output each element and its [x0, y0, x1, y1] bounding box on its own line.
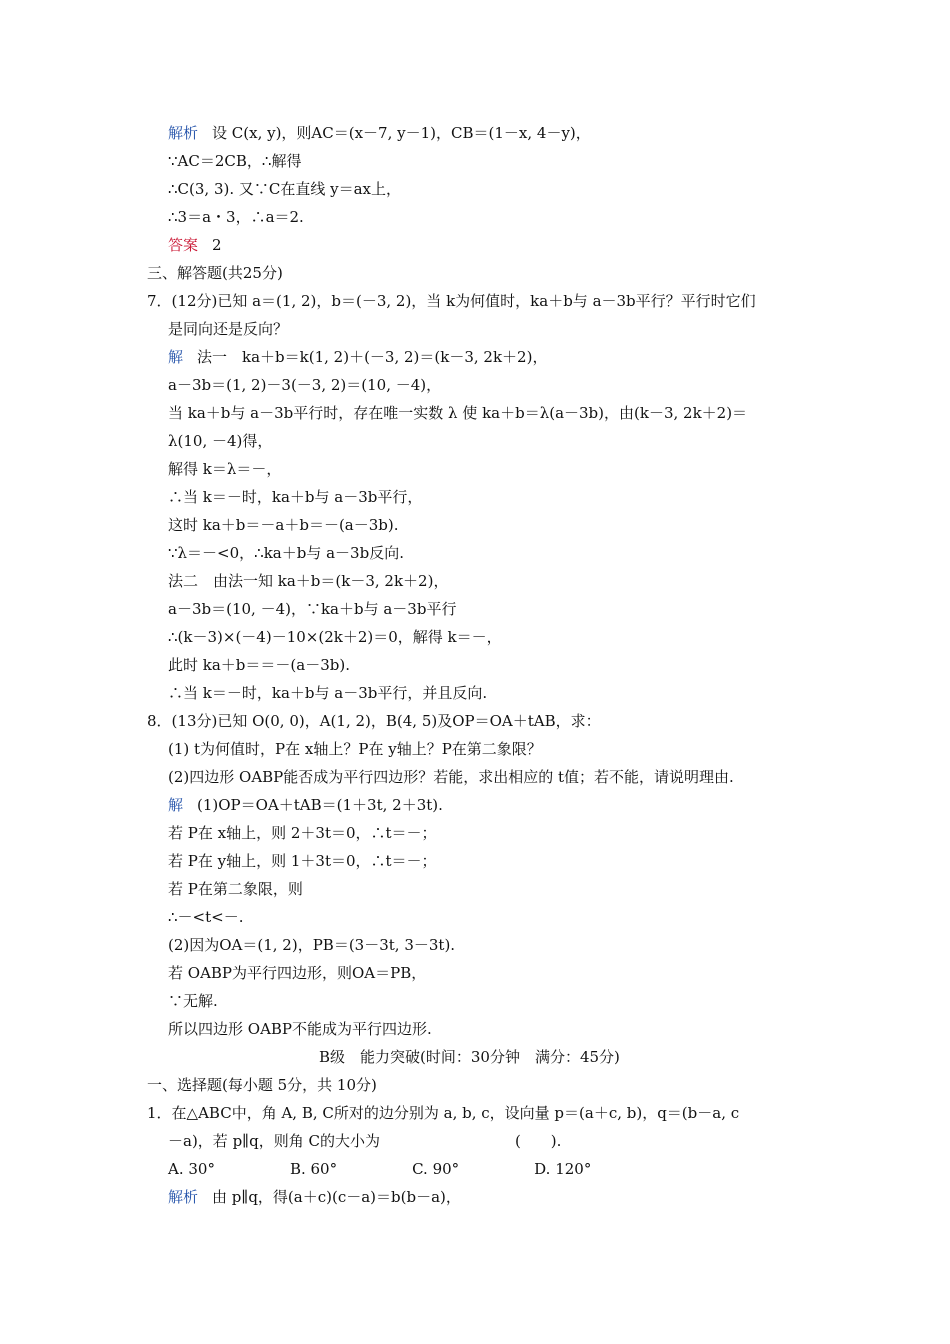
- text-line: (2)因为OA＝(1, 2)，PB＝(3－3t, 3－3t).: [168, 936, 456, 954]
- section-heading: 三、解答题(共25分): [147, 264, 283, 282]
- text-line: ∴C(3, 3). 又∵C在直线 y＝ax上，: [168, 180, 402, 198]
- answer-label: 答案: [168, 236, 199, 254]
- problem-statement: 1．在△ABC中，角 A, B, C所对的边分别为 a, b, c，设向量 p＝(a＋c, b)，q＝(b－a, c: [147, 1104, 740, 1122]
- answer-options: A. 30° B. 60° C. 90° D. 120°: [168, 1160, 592, 1178]
- text-line: ∵AC＝2CB，∴解得: [168, 152, 302, 170]
- text-line: 若 P在 y轴上，则 1＋3t＝0，∴t＝－；: [168, 852, 437, 870]
- answer-value: 2: [212, 236, 222, 254]
- line-text: 由 p∥q，得(a＋c)(c－a)＝b(b－a)，: [212, 1188, 461, 1206]
- text-line: [168, 795, 443, 815]
- text-line: 解得 k＝λ＝－，: [168, 460, 282, 478]
- text-line: 法二 由法一知 ka＋b＝(k－3, 2k＋2)，: [168, 572, 449, 590]
- text-line: 这时 ka＋b＝－a＋b＝－(a－3b).: [168, 516, 399, 534]
- solution-label: 解: [168, 796, 184, 814]
- text-line: a－3b＝(1, 2)－3(－3, 2)＝(10, －4)，: [168, 376, 442, 394]
- text-line: 此时 ka＋b＝＝－(a－3b).: [168, 656, 350, 674]
- text-line: a－3b＝(10, －4)，∵ka＋b与 a－3b平行: [168, 600, 457, 618]
- text-line: [168, 235, 222, 255]
- text-line: [168, 1187, 461, 1207]
- text-line: 若 OABP为平行四边形，则OA＝PB，: [168, 964, 427, 982]
- text-line: ∴当 k＝－时，ka＋b与 a－3b平行，并且反向.: [168, 684, 488, 702]
- problem-statement: －a)，若 p∥q，则角 C的大小为 ( ).: [168, 1132, 562, 1150]
- text-line: 若 P在 x轴上，则 2＋3t＝0，∴t＝－；: [168, 824, 437, 842]
- text-line: 所以四边形 OABP不能成为平行四边形.: [168, 1020, 432, 1038]
- problem-statement: 7．(12分)已知 a＝(1, 2)，b＝(－3, 2)，当 k为何值时，ka＋b与 a－3b平行？平行时它们: [147, 292, 756, 310]
- analysis-label: 解析: [168, 124, 199, 142]
- text-line: λ(10, －4)得，: [168, 432, 273, 450]
- solution-label: 解: [168, 348, 184, 366]
- text-line: 当 ka＋b与 a－3b平行时，存在唯一实数 λ 使 ka＋b＝λ(a－3b)，由(k－3, 2k＋2)＝: [168, 404, 748, 422]
- text-line: [168, 347, 547, 367]
- line-text: (1)OP＝OA＋tAB＝(1＋3t, 2＋3t).: [197, 796, 443, 814]
- level-b-heading: B级 能力突破(时间：30分钟 满分：45分): [319, 1048, 620, 1066]
- text-line: ∴－<t<－.: [168, 908, 244, 926]
- problem-statement: 8．(13分)已知 O(0, 0)，A(1, 2)，B(4, 5)及OP＝OA＋tAB，求：: [147, 712, 601, 730]
- text-line: 若 P在第二象限，则: [168, 880, 303, 898]
- problem-part: (1) t为何值时，P在 x轴上？P在 y轴上？P在第二象限？: [168, 740, 542, 758]
- text-line: [168, 123, 591, 143]
- section-heading: 一、选择题(每小题 5分，共 10分): [147, 1076, 377, 1094]
- line-text: 设 C(x, y)，则AC＝(x－7, y－1)，CB＝(1－x, 4－y)，: [212, 124, 591, 142]
- problem-statement: 是同向还是反向？: [168, 320, 289, 338]
- problem-part: (2)四边形 OABP能否成为平行四边形？若能，求出相应的 t值；若不能，请说明理由.: [168, 768, 734, 786]
- text-line: ∴(k－3)×(－4)－10×(2k＋2)＝0，解得 k＝－，: [168, 628, 502, 646]
- text-line: ∵λ＝－<0，∴ka＋b与 a－3b反向.: [168, 544, 404, 562]
- text-line: ∴当 k＝－时，ka＋b与 a－3b平行，: [168, 488, 423, 506]
- text-line: ∴3＝a・3，∴a＝2.: [168, 208, 304, 226]
- analysis-label: 解析: [168, 1188, 199, 1206]
- line-text: 法一 ka＋b＝k(1, 2)＋(－3, 2)＝(k－3, 2k＋2)，: [197, 348, 548, 366]
- text-line: ∵无解.: [168, 992, 218, 1010]
